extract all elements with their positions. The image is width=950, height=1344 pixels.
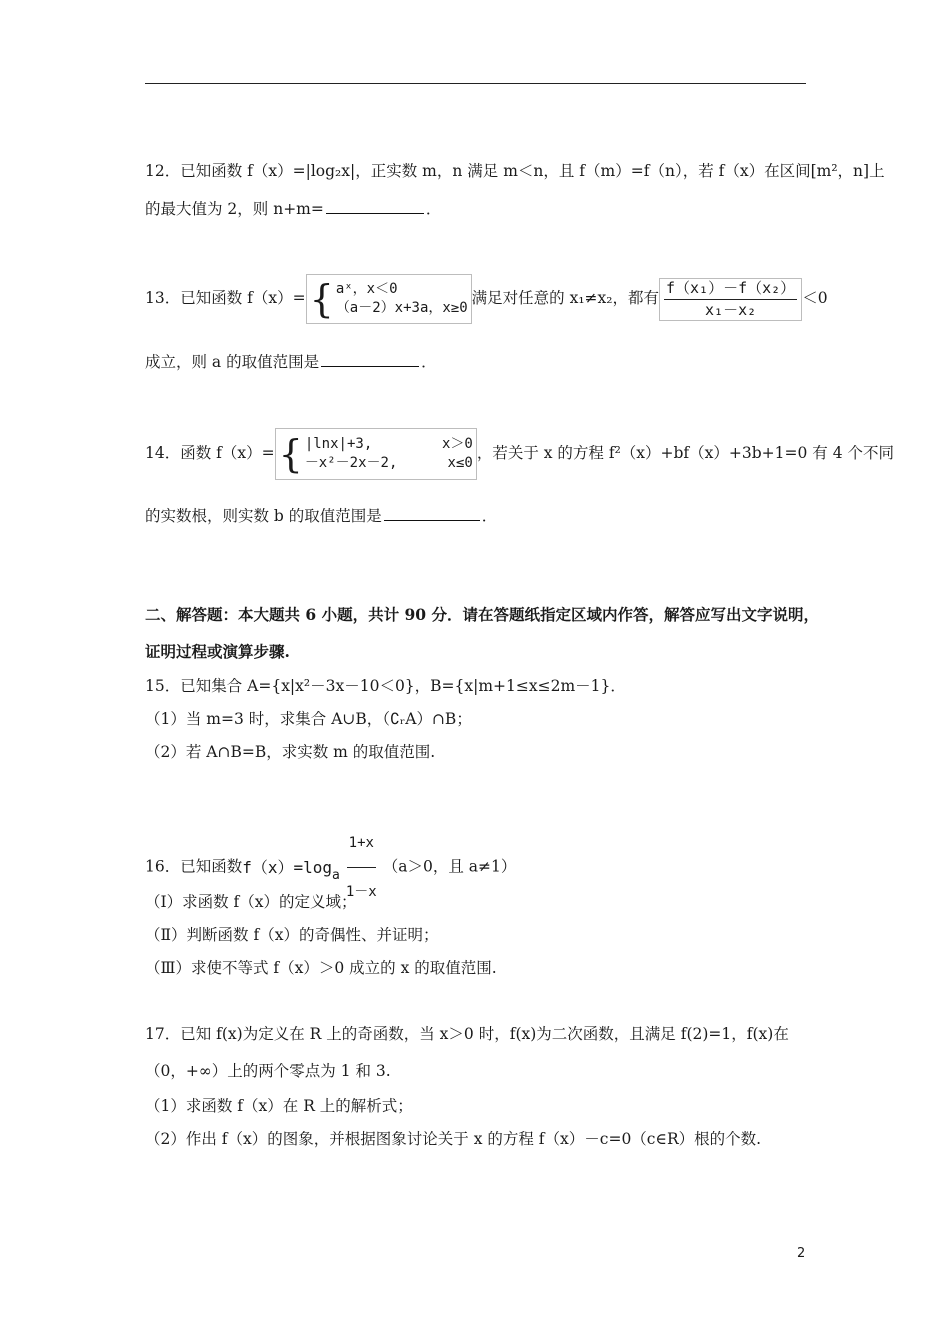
q13-piece2: （a－2）x+3a，x≥0: [335, 300, 468, 316]
section2-heading-line1: 二、解答题：本大题共 6 小题，共计 90 分．请在答题纸指定区域内作答，解答应写出文字说明，: [145, 605, 819, 624]
q16-part2: （Ⅱ）判断函数 f（x）的奇偶性、并证明；: [145, 926, 439, 944]
q14-line1: [145, 427, 894, 480]
q13-fraction-denominator: x₁－x₂: [705, 300, 757, 319]
q16-part3: （Ⅲ）求使不等式 f（x）＞0 成立的 x 的取值范围.: [145, 959, 497, 977]
q14-piece1-cond: x＞0: [441, 436, 473, 452]
q16-fraction-denominator: 1－x: [345, 884, 377, 900]
q12-line2: [145, 199, 441, 219]
q14-line2: [145, 506, 497, 526]
q16-part1: （Ⅰ）求函数 f（x）的定义域；: [145, 893, 357, 911]
q13-middle: 满足对任意的 x₁≠x₂，都有: [471, 289, 659, 307]
q17-part2: （2）作出 f（x）的图象，并根据图象讨论关于 x 的方程 f（x）－c=0（c∈R）根的个数.: [145, 1130, 762, 1148]
q13-prefix: 13．已知函数 f（x）=: [145, 289, 306, 307]
q14-suffix: ，若关于 x 的方程 f²（x）+bf（x）+3b+1=0 有 4 个不同: [476, 444, 895, 462]
q13-fraction-numerator: f（x₁）－f（x₂）: [664, 279, 797, 300]
q13-answer-blank: [321, 352, 419, 367]
q17-line1: 17．已知 f(x)为定义在 R 上的奇函数，当 x＞0 时，f(x)为二次函数，且满足 f(2)=1，f(x)在: [145, 1025, 789, 1043]
q14-brace-icon: {: [278, 432, 303, 476]
page-number: 2: [797, 1246, 806, 1261]
q12-line1: 12．已知函数 f（x）=|log₂x|，正实数 m，n 满足 m＜n，且 f（m）=f（n），若 f（x）在区间[m²，n]上: [145, 162, 885, 180]
q13-fraction: [659, 278, 802, 321]
q14-answer-blank: [384, 506, 480, 521]
q14-line2-suffix: ．: [481, 507, 498, 525]
header-rule: [145, 83, 806, 84]
q13-line1: [145, 273, 828, 324]
q16-suffix: （a＞0，且 a≠1）: [382, 857, 517, 876]
q14-line2-prefix: 的实数根，则实数 b 的取值范围是: [145, 507, 382, 525]
q16-func: f（x）=log: [242, 857, 333, 877]
q12-line2-suffix: ．: [425, 200, 442, 218]
q16-log-base: a: [332, 867, 340, 883]
q13-suffix: ＜0: [802, 289, 828, 307]
q17-line2: （0，+∞）上的两个零点为 1 和 3.: [145, 1062, 391, 1080]
section2-heading-line2: 证明过程或演算步骤.: [145, 642, 290, 661]
q13-line2-suffix: ．: [421, 353, 437, 371]
q14-piece2-cond: x≤0: [447, 455, 473, 471]
q15-part2: （2）若 A∩B=B，求实数 m 的取值范围.: [145, 743, 436, 761]
q12-answer-blank: [326, 199, 424, 214]
q17-part1: （1）求函数 f（x）在 R 上的解析式；: [145, 1097, 413, 1115]
q14-prefix: 14．函数 f（x）=: [145, 444, 275, 462]
q13-line2-prefix: 成立，则 a 的取值范围是: [145, 353, 320, 371]
q13-brace-icon: {: [309, 277, 334, 321]
q12-line2-prefix: 的最大值为 2，则 n+m=: [145, 200, 324, 218]
q14-piecewise: [275, 428, 477, 480]
q13-piece1: aˣ，x＜0: [335, 281, 398, 297]
q13-piecewise: [306, 274, 472, 324]
q15-stem: 15．已知集合 A={x|x²－3x－10＜0}，B={x|m+1≤x≤2m－1}．: [145, 677, 626, 695]
q14-piece1-expr: |lnx|+3,: [304, 436, 373, 452]
q16-fraction-numerator: 1+x: [347, 820, 376, 868]
q14-piece2-expr: －x²－2x－2,: [304, 455, 398, 471]
q15-part1: （1）当 m=3 时，求集合 A∪B，（∁ᵣA）∩B；: [145, 710, 472, 728]
q13-line2: [145, 352, 437, 372]
q16-prefix: 16．已知函数: [145, 857, 243, 876]
